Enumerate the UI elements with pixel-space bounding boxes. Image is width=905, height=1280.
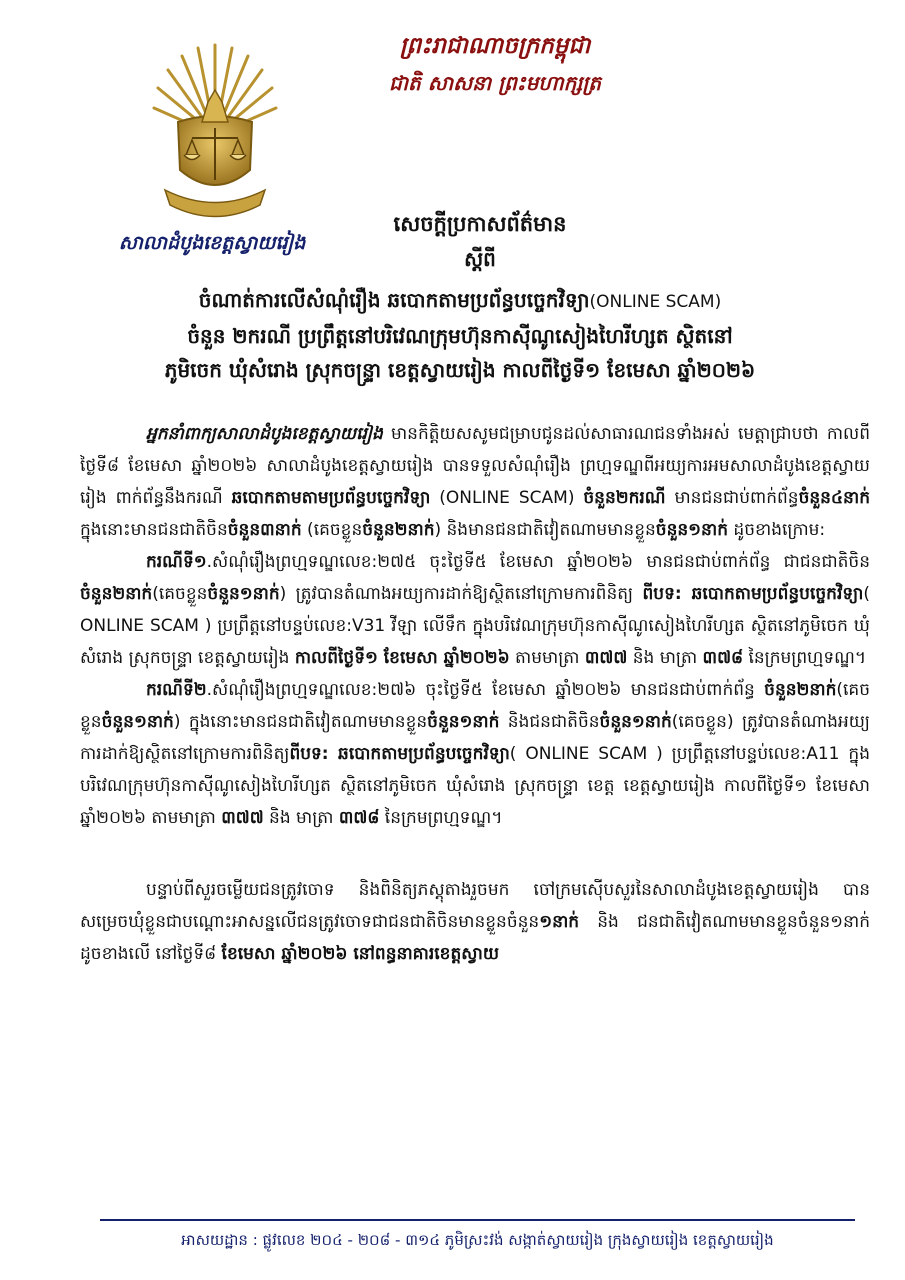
paragraph-bold: ចំនួន១នាក់ [599,712,672,732]
paragraph-text: ) ត្រូវបានតំណាងអយ្យការដាក់ឱ្យស្ថិតនៅក្រោមការពិនិត្យ [279,584,643,604]
paragraph-bold: ១នាក់ [539,912,580,932]
case-1-label: ករណីទី១ [146,552,207,572]
headline-line-1-english: (ONLINE SCAM) [589,292,722,312]
paragraph-text: .សំណុំរឿងព្រហ្មទណ្ឌលេខ:២៧៦ ចុះថ្ងៃទី៥ ខែមេសា ឆ្នាំ២០២៦ មានជនជាប់ពាក់ព័ន្ធ [206,680,765,700]
paragraph-bold: ចំនួន២ករណី [583,488,666,508]
footer-divider [100,1219,855,1221]
national-motto: ជាតិ សាសនា ព្រះមហាក្សត្រ [389,71,601,95]
document-subtitle: ស្តីពី [464,247,496,271]
paragraph-bold: ចំនួន២នាក់ [80,584,153,604]
headline-line-2: ចំនួន ២ករណី ប្រព្រឹត្តនៅបរិវេណក្រុមហ៊ុនកាស៊ីណូសៀងហៃរីហ្សត ស្ថិតនៅ [187,324,733,348]
paragraph-text: (គេចខ្លួន [152,584,208,604]
paragraph-text: ( ONLINE SCAM ) ប្រព្រឹត្តនៅបន្ទប់លេខ:V31 វីឡា លើទឹក ក្នុងបរិវេណក្រុមហ៊ុនកាស៊ីណូសៀងហៃរីហ្សត ស្ថិតនៅភូមិចេក ឃុំសំរោង ស្រុកចន្ទ្រា ខេត្តស្វាយរៀង [80,584,870,668]
paragraph-bold: ចំនួន១នាក់ [655,520,729,540]
paragraph-bold: ចំនួន៤នាក់ [798,488,870,508]
headline-line-3: ភូមិចេក ឃុំសំរោង ស្រុកចន្ទ្រា ខេត្តស្វាយរៀង កាលពីថ្ងៃទី១ ខែមេសា ឆ្នាំ២០២៦ [164,358,756,382]
paragraph-text: ) ក្នុងនោះមានជនជាតិវៀតណាមមានខ្លួន [173,712,428,732]
paragraph-text: មានកិត្តិយសសូមជម្រាបជូនដល់សាធារណជនទាំងអស់ មេត្តាជ្រាបថា កាលពីថ្ងៃទី៨ ខែមេសា ឆ្នាំ២០២៦ សាលាដំបូងខេត្តស្វាយរៀង បានទទួលសំណុំរឿង ព្រហ្មទណ្ឌពីអយ្យការអមសាលាដំបូងខេត្តស្វាយរៀង ពាក់ព័ន្ធនឹងករណី [80,424,870,508]
paragraph-text: នៃក្រមព្រហ្មទណ្ឌ។ [379,808,503,828]
paragraph-bold: ៣៧៧ [584,648,628,668]
paragraph-gap [80,834,870,874]
headline-line-1 [60,283,860,319]
paragraph-text: និង ជនជាតិវៀតណាមមានខ្លួនចំនួន១នាក់ ដូចខាងលើ នៅថ្ងៃទី៨ [80,912,870,964]
paragraph-intro [80,418,870,546]
paragraph-bold: ៣៧៧ [221,808,264,828]
paragraph-text: និងជនជាតិចិន [499,712,600,732]
paragraph-bold: ចំនួន៣នាក់ [227,520,302,540]
paragraph-bold: ចំនួន២នាក់ [362,520,435,540]
paragraph-text: និង មាត្រា [263,808,339,828]
paragraph-text: ដូចខាងក្រោម: [728,520,826,540]
paragraph-text: (គេចខ្លួន [301,520,363,540]
paragraph-text: និង មាត្រា [627,648,703,668]
document-title: សេចក្តីប្រកាសព័ត៌មាន [393,212,567,236]
paragraph-bold: ចំនួន១នាក់ [101,712,174,732]
spokesperson-label: អ្នកនាំពាក្យសាលាដំបូងខេត្តស្វាយរៀង [146,424,383,444]
case-2-label: ករណីទី២ [146,680,207,700]
paragraph-text: ក្នុងនោះមានជនជាតិចិន [80,520,228,540]
paragraph-bold: កាលពីថ្ងៃទី១ ខែមេសា ឆ្នាំ២០២៦ [294,648,510,668]
paragraph-bold: ៣៧៨ [338,808,380,828]
paragraph-text: .សំណុំរឿងព្រហ្មទណ្ឌលេខ:២៧៥ ចុះថ្ងៃទី៥ ខែមេសា ឆ្នាំ២០២៦ មានជនជាប់ពាក់ព័ន្ធ ជាជនជាតិចិន [206,552,870,572]
paragraph-case-2 [80,674,870,834]
paragraph-bold: ចំនួន១នាក់ [427,712,500,732]
headline [60,283,860,387]
paragraph-bold: ៣៧៨ [702,648,744,668]
paragraph-bold: ពីបទ: ឆបោកតាមប្រព័ន្ធបច្ចេកវិទ្យា [289,744,510,764]
paragraph-text: តាមមាត្រា [509,648,585,668]
paragraph-text: (គេចខ្លួន) ត្រូវបានតំណាងអយ្យការដាក់ឱ្យស្ថិតនៅក្រោមការពិនិត្យ [80,712,870,764]
paragraph-text: ) និងមានជនជាតិវៀតណាមមានខ្លួន [434,520,656,540]
paragraph-case-1 [80,546,870,674]
court-name: សាលាដំបូងខេត្តស្វាយរៀង [118,232,306,254]
footer-address: អាសយដ្ឋាន : ផ្លូវលេខ ២០៤ - ២០៨ - ៣១៤ ភូមិស្រះវង់ សង្កាត់ស្វាយរៀង ក្រុងស្វាយរៀង ខេត្តស្វាយរៀង [181,1231,774,1249]
paragraph-bold: ចំនួន២នាក់ [764,680,837,700]
paragraph-text: មានជនជាប់ពាក់ព័ន្ធ [665,488,799,508]
paragraph-detention [80,874,870,970]
paragraph-bold: ចំនួន១នាក់ [207,584,280,604]
kingdom-heading: ព្រះរាជាណាចក្រកម្ពុជា [399,32,591,59]
document-body [80,418,870,970]
paragraph-bold: ពីបទ: ឆបោកតាមប្រព័ន្ធបច្ចេកវិទ្យា [642,584,864,604]
headline-line-1-text: ចំណាត់ការលើសំណុំរឿង ឆបោកតាមប្រព័ន្ធបច្ចេកវិទ្យា [198,288,590,312]
paragraph-text: ( ONLINE SCAM ) ប្រព្រឹត្តនៅបន្ទប់លេខ:A11 ក្នុងបរិវេណក្រុមហ៊ុនកាស៊ីណូសៀងហៃរីហ្សត ស្ថិតនៅភូមិចេក ឃុំសំរោង ស្រុកចន្ទ្រា ខេត្ត ខេត្តស្វាយរៀង កាលពីថ្ងៃទី១ ខែមេសា ឆ្នាំ២០២៦ តាមមាត្រា [80,744,870,828]
paragraph-text: (គេចខ្លួន [80,680,870,732]
court-emblem-icon [150,40,280,230]
paragraph-text: បន្ទាប់ពីសួរចម្លើយជនត្រូវចោទ និងពិនិត្យភស្តុតាងរួចមក ចៅក្រមស៊ើបសួរនៃសាលាដំបូងខេត្តស្វាយរៀង បានសម្រេចឃុំខ្លួនជាបណ្តោះអាសន្នលើជនត្រូវចោទជាជនជាតិចិនមានខ្លួនចំនួន [80,880,870,932]
paragraph-bold: ឆបោកតាមតាមប្រព័ន្ធបច្ចេកវិទ្យា [231,488,431,508]
paragraph-text: (ONLINE SCAM) [430,488,584,508]
paragraph-bold: ខែមេសា ឆ្នាំ២០២៦ នៅពន្ធនាគារខេត្តស្វាយ [221,944,500,964]
paragraph-text: នៃក្រមព្រហ្មទណ្ឌ។ [743,648,867,668]
